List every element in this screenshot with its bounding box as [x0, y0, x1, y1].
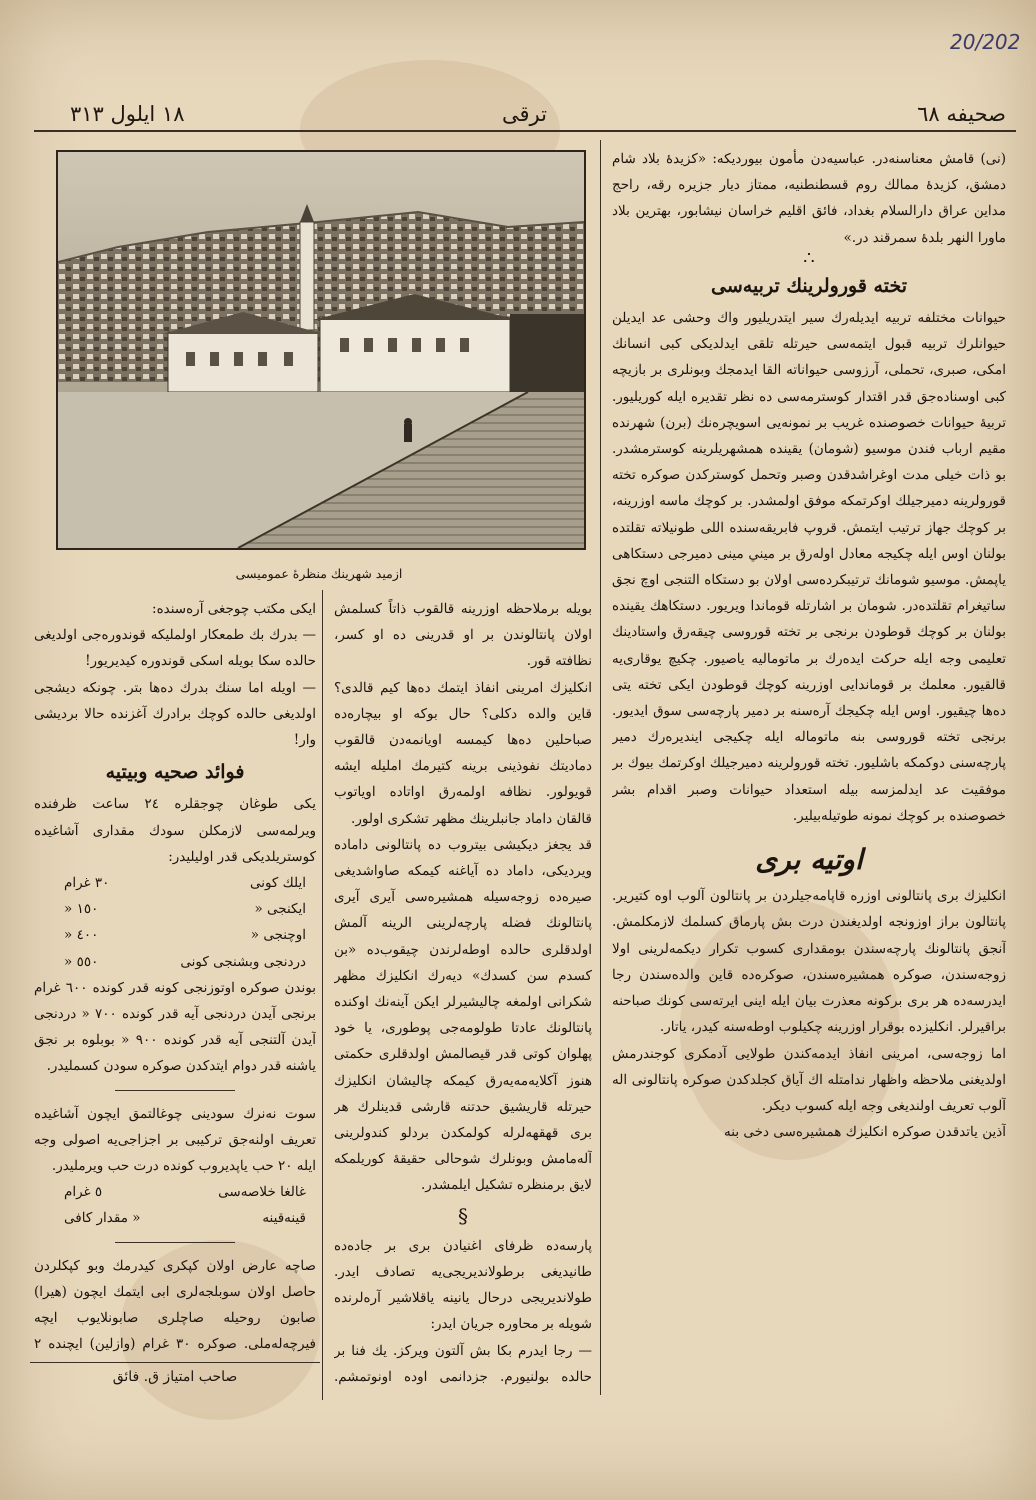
table-row: ايكنجى « ١٥٠ «	[64, 901, 306, 918]
section-heading: فوائد صحيه وبيتيه	[105, 761, 245, 784]
table-row: قينه‌قينه « مقدار كافى	[64, 1210, 306, 1227]
article-text: سوت نه‌نرك سودينى چوغالتمق ايچون آشاغيده تعريف اولنه‌جق تركيبى بر اجزاجى‌يه اصولى وجه ايله ٢٠ حب ياپديروب كونده درت حب ويرمليدر.	[34, 1105, 316, 1175]
middle-column	[334, 596, 592, 1396]
section-heading: تخته قورولرينك تربيه‌سى	[711, 274, 907, 297]
article-text: بويله برملاحظه اوزرينه قالقوب ذاتاً كسلمش اولان پانتالوندن بر او قدرينى ده او كسر، نظافته قور. انكليزك امرينى انفاذ ايتمك ده‌ها كيم قالدى؟ قاين والده دكلى؟ حال بوكه او بيچاره‌ده صباحلين ده‌ها كيمسه اويانمه‌دن قالقوب دماديتك نفوذينى برينه كتيرمك امليله ايشه قويولور. نظافه اولمه‌رق اواتاده اوياتوب قالقان داماد جانبلرينك مظهر تشكرى اولور.	[334, 601, 592, 827]
milk-table	[34, 870, 316, 975]
article-text: حيوانات مختلفه تربيه ايديله‌رك سير ايتدريليور واك وحشى عد ايديلن حيوانلرك تربيه قبول ايتمه‌سى حيرتله تلقى ايدلديكى كبى انسانك امكى، صبرى، تحملى، آرزوسى حيواناته القا ايدمجك وبونلرى بر بازيچه كبى اوسناده‌جق قدر اقتدار كوسترمه‌سى ده نظر تقديره ايله كوريليور. تربيهٔ حيوانات خصوصنده غريب بر نمونه‌يى اسويچره‌نك (برن) شهرنده مقيم ارباب فندن موسيو (شومان) يقينده همشهريلرينه كوسترمشدر. بو ذات خيلى مدت اوغراشدقدن وصبر وتحمل كوستركدن صوكره تخته قورولرينه دميرجيلك اوكرتمكه موفق اولمشدر. بر كوچك ماسه اوزرينه، بر كوچك جهاز ترتيب ايتمش. قروپ فابريقه‌سنده اللى طونيلاته تقلتده بولنان اوس ايله چكيجه معادل اوله‌رق بر ميني مينى دميرجى دستكاهى ياپمش. موسيو شومانك ترتيبكرده‌سى اولان بو دستكاه التنجى اوچ نجق ساتيغرام تقلتده‌در. شومان بر اشارتله قوماندا ويريور. دستكاهك يقينده بولنان بر كوچك قوطودن برنجى بر تخته قوروسى چيقه‌رق واستادينك تعليمى وجه ايله حركت ايده‌رك بر ماتوماليه ياصيور. چكيچ يوقارى‌يه قالقيور. معلمك بر قوماندايى اوزرينه كوچك قوطودن ايكى تخته يتى ده‌ها چيقيور. اوس ايله چكيجك آره‌سنه بر دمير پارچه‌سى سوق ايديور. برنجى تخته قوروسى بنه ماتوماله ايله چكيجى ايندير‌ه‌رك دمير پارچه‌سنى دوكمكه باشليور. تخته قورولرينه دميرجيلك اوكرتمك بيوك بر موفقيت عد ايدلمزسه بيله استعداد حيوانات وصبر اقدام بشر خصوصنده بر كوچك نمونه طوتيله‌بيلير.	[612, 310, 1006, 824]
section-mark: §	[458, 1203, 468, 1228]
newspaper-title: ترقى	[502, 102, 547, 126]
issue-date: ١٨ ايلول ٣١٣	[70, 102, 185, 126]
publisher-footer: صاحب امتياز ق. فائق	[30, 1362, 320, 1385]
article-text: يكى طوغان چوجقلره ٢٤ ساعت ظرفنده ويرلمه‌سى لازمكلن سودك مقدارى آشاغيده كوستريلديكى قدر اوليليدر:	[34, 796, 316, 865]
page-header	[34, 96, 1016, 132]
divider	[115, 1242, 235, 1243]
article-heading: اوتيه برى	[755, 843, 863, 877]
article-text: پارسه‌ده ظرفاى اغنيادن برى بر جاده‌ده طانيديغى برطولانديريجى‌يه تصادف ايدر. طولانديريجى درحال يانينه ياقلاشير آره‌لرنده شويله بر محاوره جريان ايدر: — رجا ايدرم بكا بش آلتون ويركز. يك فنا بر حالده بولنيورم. جزدانمى اوده اونوتمشم.	[334, 1237, 592, 1385]
archive-reference: 20/202	[950, 30, 1021, 54]
separator-dots: ∴	[803, 247, 815, 269]
article-text: انكليزك برى پانتالونى اوزره قاپامه‌جيلردن بر پانتالون آلوب اوه كتيرير. پانتالون براز اوزونجه اولديغندن درت بش پارماق كسلمك لازمكلمش. آنجق پانتالونك پارچه‌سندن بومقدارى كسوب تكرار ديكمه‌لرينى اولا زوجه‌سندن، صوكره همشيره‌سندن، صوكره‌ده قاين والده‌سندن رجا ايدرسه‌ده هر برى بركونه معذرت بيان ايله اينى ايرته‌سى كونك صباحنه براقيرلر. انكليزده بوقرار اوزرينه چكيلوب اوطه‌سنه كيدر، ياتار. اما زوجه‌سى، امرينى انفاذ ايدمه‌كندن طولايى آدمكرى كوجندرمش اولديغنى ملاحظه واظهار ندامتله اك آياق كجلدكدن صوكره پانتالونى اله آلوب تعريف اولنديغى وجه ايله كسوب ديكر. آذين ياتدقدن صوكره انكليزك همشيره‌سى دخى بنه	[612, 888, 1006, 1141]
photo-caption: ازميد شهرينك منظرهٔ عموميسى	[235, 566, 403, 581]
anecdote-text: ايكى مكتب چوجغى آره‌سنده: — بدرك بك طمعكار اولمليكه قوندوره‌جى اولديغى حالده سكا بويله اسكى قوندوره كيديريور! — اويله اما سنك بدرك ده‌ها بتر. چونكه ديشجى اولديغى حالده كوچك برادرك آغزنده حالا برديشى وار!	[34, 601, 316, 749]
divider	[115, 1090, 235, 1091]
article-text: بوندن صوكره اوتوزنجى كونه قدر كونده ٦٠٠ غرام برنجى آيدن دردنجى آيه قدر كونده ٧٠٠ « دردنجى آيدن آلتنجى آيه قدر كونده ٩٠٠ « بوبلوه بر نجق ياشنه قدر دوام ايتدكدن صوكره سودن كسمليدر.	[34, 979, 316, 1075]
article-text: صاچه عارض اولان كپكرى كيدرمك وبو كپكلردن حاصل اولان سوبلجه‌لرى ابى ايتمك ايچون (هيرا) صابون روحيله صاچلرى صابونلايوب ايچه فيرچه‌له‌ملى. صوكره ٣٠ غرام (وازلين) ايچنده ٢	[34, 1257, 316, 1353]
article-text: قد يجغز ديكيشى بيتروب ده پانتالونى داماده ويرديكى، داماد ده آياغنه كيمكه صاواشديغى صيره‌ده زوجه‌سيله همشيره‌سى آيرى آيرى پانتالونك فضله پارچه‌لرينى الرينه آلمش اولدقلرى حالده اوطه‌لرندن چيقوب‌ده «بن كسدم سن كسدك» ديه‌رك انكليزك مظهر شكرانى اولمغه چاليشيرلر ايكن آينه‌نك اوكنده پانتالونك عادتا طولومه‌جى پوطورى، يا خود پهلوان كوتى قدر قيصالمش اولدقلرى حكمتى هنوز آكلايه‌مه‌يه‌رق كيمكه چاليشان انكليزك حيرتله قاريشيق حدتنه قارشى قدينلرك هر برى قهقهه‌لرله كولمكدن بردلو كندولرينى آله‌مامش وبونلرك شوحالى حقيقهٔ كوريلمكه لايق برمنظره تشكيل ايلمشدر.	[334, 836, 592, 1194]
city-panorama-photo	[56, 150, 586, 550]
left-column	[34, 596, 316, 1356]
recipe-table	[34, 1179, 316, 1231]
table-row: اوچنجى « ٤٠٠ «	[64, 927, 306, 944]
page-number: صحيفه ٦٨	[917, 102, 1006, 126]
table-row: دردنجى وبشنجى كونى ٥٥٠ «	[64, 953, 306, 970]
right-column	[612, 146, 1006, 1396]
table-row: ايلك كونى ٣٠ غرام	[64, 875, 306, 892]
column-divider	[322, 590, 323, 1400]
table-row: غالغا خلاصه‌سى ٥ غرام	[64, 1184, 306, 1201]
column-divider	[600, 140, 601, 1395]
intro-paragraph: (نى) قامش معناسنه‌در. عباسيه‌دن مأمون بيورديكه: «كزيدهٔ بلاد شام دمشق، كزيدهٔ ممالك روم قسطنطنيه، ممتاز ديار جزيره رقه، راحج مداين عراق دارالسلام بغداد، فائق اقليم خراسان نيشابور، بهترين بلاد ماورا النهر بلدهٔ سمرقند در.»	[612, 151, 1006, 246]
halftone-illustration	[58, 152, 584, 548]
